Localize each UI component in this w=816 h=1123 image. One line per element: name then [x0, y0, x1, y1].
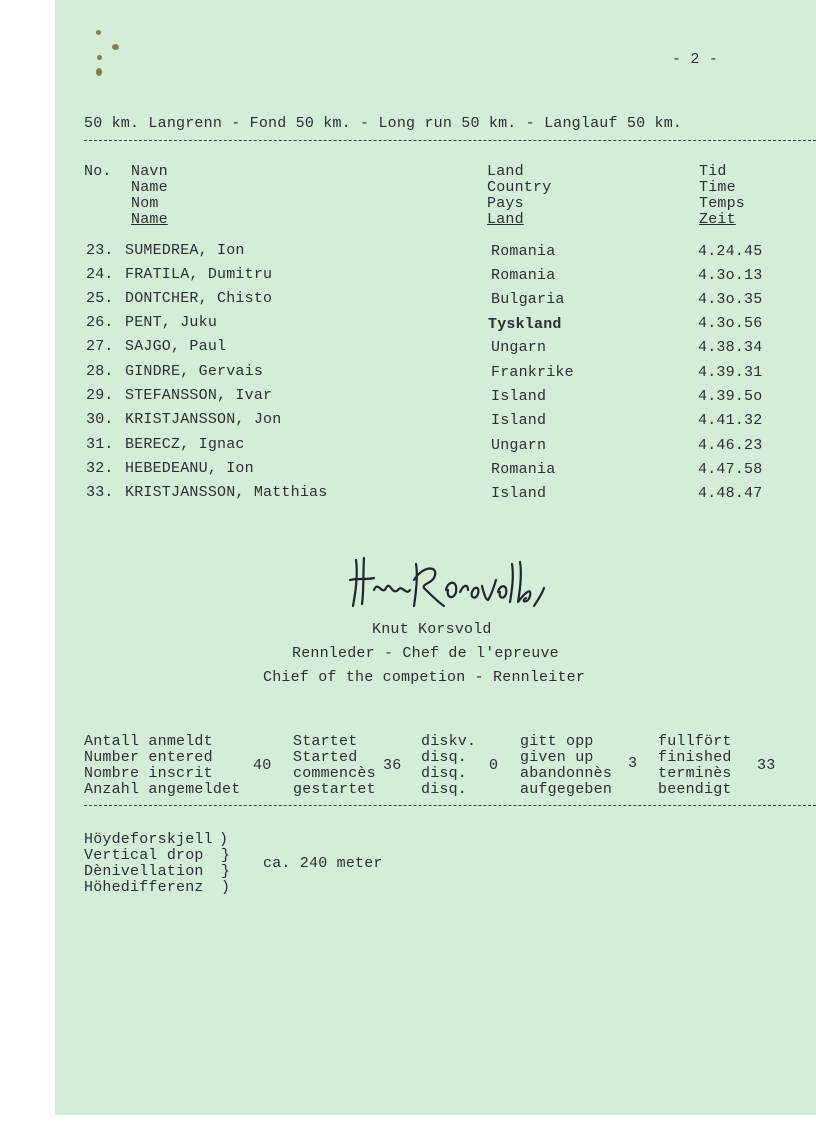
header-time-fr: Temps — [699, 195, 746, 212]
result-time: 4.46.23 — [698, 437, 763, 454]
result-time: 4.39.5o — [698, 388, 763, 405]
started-label: gestartet — [293, 781, 376, 798]
header-country-de: Land — [487, 211, 524, 228]
result-time: 4.3o.13 — [698, 267, 763, 284]
header-country-en: Country — [487, 179, 552, 196]
header-time-en: Time — [699, 179, 736, 196]
result-time: 4.41.32 — [698, 412, 763, 429]
result-name: SUMEDREA, Ion — [125, 242, 245, 259]
result-name: FRATILA, Dumitru — [125, 266, 273, 283]
result-time: 4.3o.35 — [698, 291, 763, 308]
elevation-label: Dènivellation — [84, 863, 204, 880]
started-label: Startet — [293, 733, 358, 750]
disq-label: diskv. — [421, 733, 477, 750]
result-name: GINDRE, Gervais — [125, 363, 264, 380]
result-name: SAJGO, Paul — [125, 338, 227, 355]
result-country: Island — [491, 412, 547, 429]
result-no: 27. — [86, 338, 114, 355]
result-no: 24. — [86, 266, 114, 283]
result-country: Tyskland — [488, 316, 562, 333]
elevation-label: Höhedifferenz — [84, 879, 204, 896]
gaveup-label: aufgegeben — [520, 781, 613, 798]
brace-mark: } — [221, 847, 231, 864]
handwritten-signature — [344, 550, 554, 618]
result-time: 4.3o.56 — [698, 315, 763, 332]
result-time: 4.47.58 — [698, 461, 763, 478]
finished-label: fullfört — [658, 733, 732, 750]
gaveup-label: given up — [520, 749, 594, 766]
result-name: KRISTJANSSON, Jon — [125, 411, 282, 428]
header-name-en: Name — [131, 179, 168, 196]
result-no: 28. — [86, 363, 114, 380]
entered-label: Anzahl angemeldet — [84, 781, 241, 798]
result-country: Ungarn — [491, 437, 547, 454]
result-country: Island — [491, 485, 547, 502]
gaveup-label: gitt opp — [520, 733, 594, 750]
disq-value: 0 — [489, 757, 499, 774]
elevation-label: Vertical drop — [84, 847, 204, 864]
entered-label: Number entered — [84, 749, 213, 766]
result-country: Romania — [491, 267, 556, 284]
brace-mark: ) — [221, 879, 231, 896]
finished-value: 33 — [757, 757, 776, 774]
result-time: 4.38.34 — [698, 339, 763, 356]
header-time-de: Zeit — [699, 211, 736, 228]
header-name-fr: Nom — [131, 195, 159, 212]
finished-label: finished — [658, 749, 732, 766]
result-country: Bulgaria — [491, 291, 565, 308]
header-country-fr: Pays — [487, 195, 524, 212]
result-time: 4.39.31 — [698, 364, 763, 381]
started-label: Started — [293, 749, 358, 766]
result-no: 31. — [86, 436, 114, 453]
header-time-no: Tid — [699, 163, 727, 180]
result-no: 25. — [86, 290, 114, 307]
signer-title-1: Rennleder - Chef de l'epreuve — [292, 645, 559, 662]
header-no: No. — [84, 163, 112, 180]
result-country: Romania — [491, 243, 556, 260]
finished-label: beendigt — [658, 781, 732, 798]
paper-speck — [96, 68, 102, 76]
result-name: KRISTJANSSON, Matthias — [125, 484, 328, 501]
header-name-de: Name — [131, 211, 168, 228]
stats-divider — [84, 805, 816, 806]
page-number: - 2 - — [672, 51, 719, 68]
elevation-label: Höydeforskjell — [84, 831, 213, 848]
gaveup-value: 3 — [628, 755, 638, 772]
elevation-value: ca. 240 meter — [263, 855, 383, 872]
signer-title-2: Chief of the competion - Rennleiter — [263, 669, 586, 686]
result-country: Romania — [491, 461, 556, 478]
result-country: Ungarn — [491, 339, 547, 356]
result-no: 29. — [86, 387, 114, 404]
brace-mark: } — [221, 863, 231, 880]
result-no: 32. — [86, 460, 114, 477]
result-no: 23. — [86, 242, 114, 259]
disq-label: disq. — [421, 765, 468, 782]
signed-name: Knut Korsvold — [372, 621, 492, 638]
finished-label: terminès — [658, 765, 732, 782]
entered-value: 40 — [253, 757, 272, 774]
header-name-no: Navn — [131, 163, 168, 180]
result-country: Island — [491, 388, 547, 405]
gaveup-label: abandonnès — [520, 765, 613, 782]
result-name: STEFANSSON, Ivar — [125, 387, 273, 404]
result-name: PENT, Juku — [125, 314, 218, 331]
paper-speck — [96, 30, 101, 35]
result-time: 4.48.47 — [698, 485, 763, 502]
entered-label: Antall anmeldt — [84, 733, 213, 750]
result-name: DONTCHER, Chisto — [125, 290, 273, 307]
brace-mark: ) — [219, 831, 229, 848]
event-title: 50 km. Langrenn - Fond 50 km. - Long run 50 km. - Langlauf 50 km. — [84, 115, 683, 132]
result-no: 30. — [86, 411, 114, 428]
disq-label: disq. — [421, 749, 468, 766]
started-label: commencès — [293, 765, 376, 782]
header-country-no: Land — [487, 163, 524, 180]
paper-speck — [97, 55, 102, 60]
result-time: 4.24.45 — [698, 243, 763, 260]
result-name: BERECZ, Ignac — [125, 436, 245, 453]
result-no: 33. — [86, 484, 114, 501]
entered-label: Nombre inscrit — [84, 765, 213, 782]
started-value: 36 — [383, 757, 402, 774]
result-country: Frankrike — [491, 364, 574, 381]
disq-label: disq. — [421, 781, 468, 798]
paper-speck — [112, 44, 119, 50]
title-divider — [84, 140, 816, 141]
result-name: HEBEDEANU, Ion — [125, 460, 254, 477]
result-no: 26. — [86, 314, 114, 331]
